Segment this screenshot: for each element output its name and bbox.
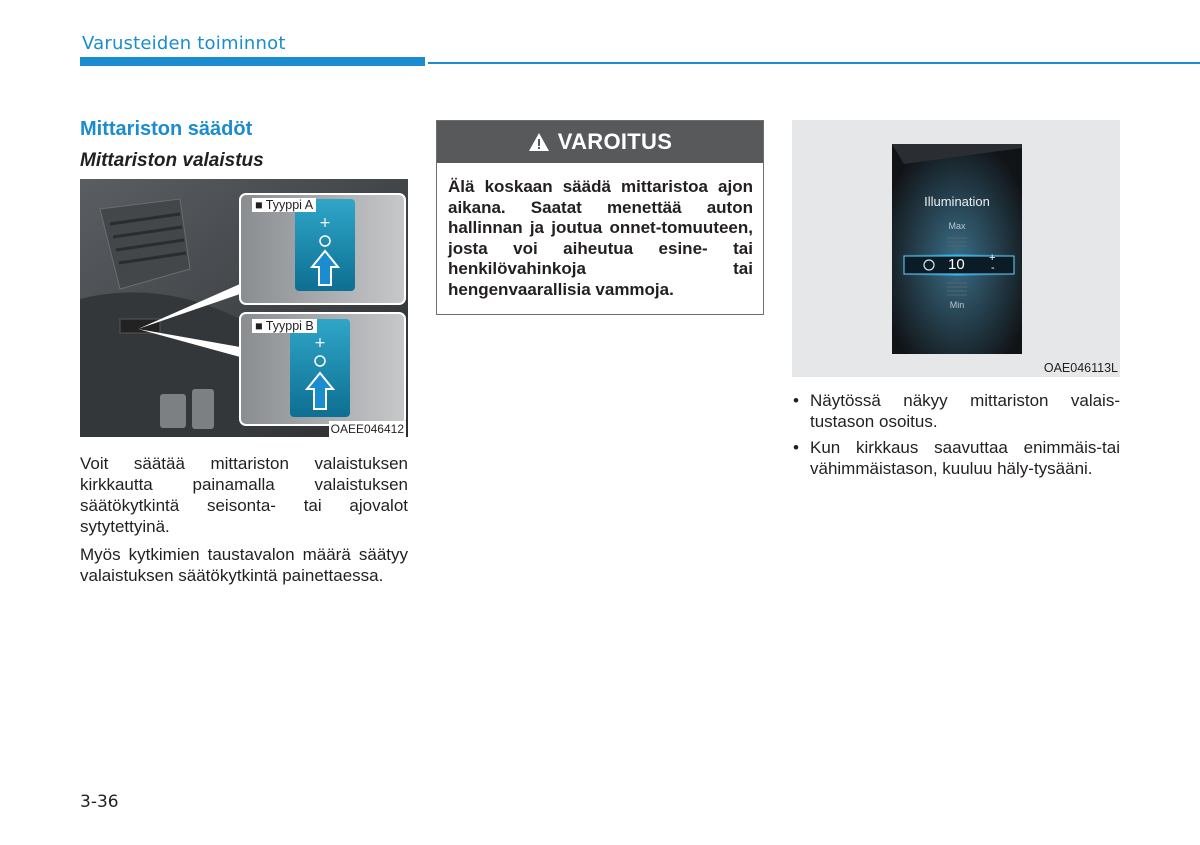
figure-code-left: OAEE046412 <box>330 422 404 436</box>
list-item: • Näytössä näkyy mittariston valais-tustason osoitus. <box>792 390 1120 432</box>
chapter-header: Varusteiden toiminnot <box>82 33 286 54</box>
paragraph-2: Myös kytkimien taustavalon määrä säätyy valaistuksen säätökytkintä painettaessa. <box>80 545 408 585</box>
paragraph-1: Voit säätää mittariston valaistuksen kirkkautta painamalla valaistuksen säätökytkintä seisonta- tai ajovalot sytytettyinä. <box>80 454 408 536</box>
cluster-display-illustration <box>792 120 1120 377</box>
page-number: 3-36 <box>80 792 119 812</box>
display-min-label: Min <box>949 300 965 310</box>
display-minus-sign: - <box>991 262 995 274</box>
illumination-display-figure <box>792 120 1120 377</box>
warning-box <box>436 120 764 315</box>
svg-text:+: + <box>314 335 326 351</box>
dashboard-switch-figure <box>80 179 408 437</box>
dashboard-illustration <box>80 179 408 437</box>
list-item: • Kun kirkkaus saavuttaa enimmäis-tai vähimmäistason, kuuluu häly-tysääni. <box>792 437 1120 479</box>
header-rule-thick <box>80 57 425 66</box>
bullet-list <box>792 390 1120 484</box>
section-title: Mittariston säädöt <box>80 118 253 140</box>
warning-triangle-icon <box>528 132 550 152</box>
section-subtitle: Mittariston valaistus <box>80 150 264 171</box>
display-max-label: Max <box>948 221 966 231</box>
warning-text: Älä koskaan säädä mittaristoa ajon aikana. Saatat menettää auton hallinnan ja joutua onnet-tomuuteen, josta voi aiheutua esine- tai henkilövahinkoja tai hengenvaarallisia vammoja. <box>448 177 753 299</box>
header-rule-thin <box>428 62 1200 64</box>
figure-code-right: OAE046113L <box>1043 361 1118 375</box>
type-b-label: ■ Tyyppi B <box>252 319 317 333</box>
display-plus-sign: + <box>989 252 996 264</box>
display-title: Illumination <box>924 194 990 209</box>
illumination-level: 10 <box>948 256 965 273</box>
type-a-label: ■ Tyyppi A <box>252 198 316 212</box>
warning-header <box>437 121 763 163</box>
warning-title: VAROITUS <box>557 129 673 154</box>
svg-text:+: + <box>319 215 331 231</box>
